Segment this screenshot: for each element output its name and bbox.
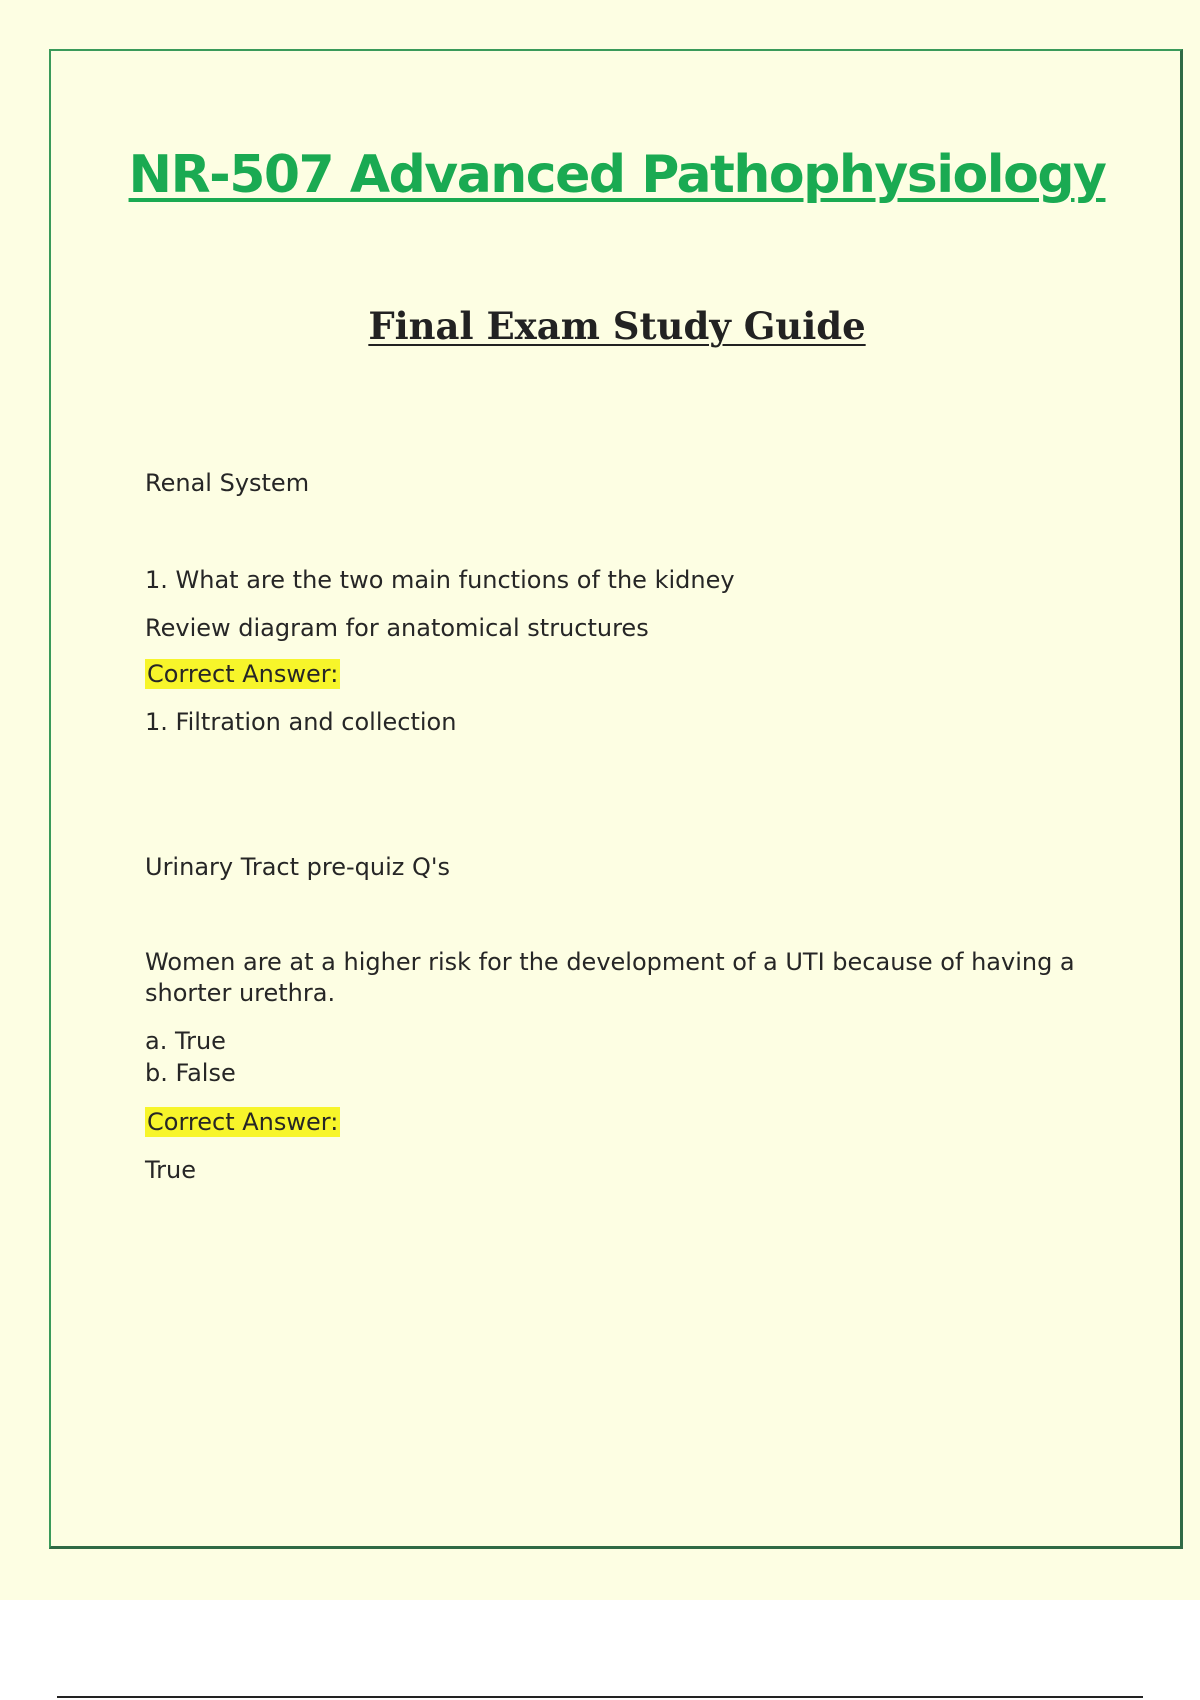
question-2: Women are at a higher risk for the development of a UTI because of having a shorter urethra. xyxy=(145,948,1075,1007)
correct-answer-highlight-1: Correct Answer: xyxy=(147,660,339,688)
question-1-note: Review diagram for anatomical structures xyxy=(145,614,649,642)
question-1: 1. What are the two main functions of the kidney xyxy=(145,566,735,594)
page-border-frame xyxy=(49,49,1183,1549)
section-heading-urinary-tract: Urinary Tract pre-quiz Q's xyxy=(145,853,450,881)
document-title-text: NR-507 Advanced Pathophysiology xyxy=(128,145,1106,205)
option-b: b. False xyxy=(145,1059,236,1087)
document-title xyxy=(0,140,1200,210)
section-heading-renal: Renal System xyxy=(145,469,310,497)
correct-answer-label-1 xyxy=(145,658,340,690)
correct-answer-highlight-2: Correct Answer: xyxy=(147,1108,339,1136)
document-subtitle-text: Final Exam Study Guide xyxy=(368,304,866,348)
document-subtitle xyxy=(0,302,1200,350)
answer-1: 1. Filtration and collection xyxy=(145,708,457,736)
correct-answer-label-2 xyxy=(145,1106,340,1138)
footer-divider xyxy=(57,1696,1143,1698)
answer-2: True xyxy=(145,1156,196,1184)
option-a: a. True xyxy=(145,1027,226,1055)
